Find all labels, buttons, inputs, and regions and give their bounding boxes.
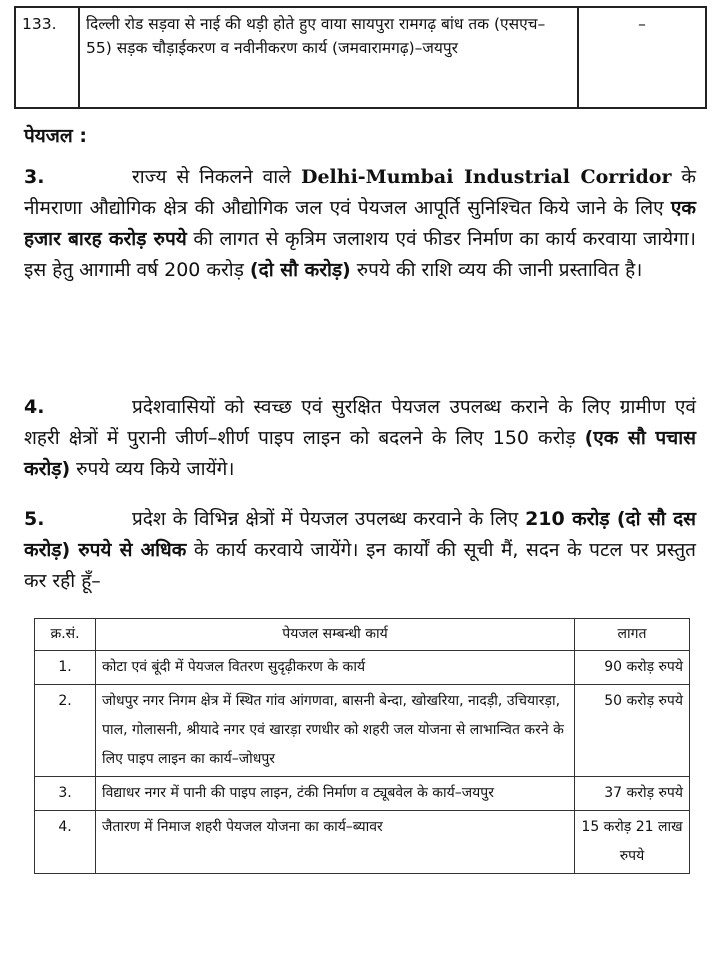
row-serial: 1. (35, 651, 96, 685)
row-cost: 37 करोड़ रुपये (575, 777, 690, 811)
table-row (15, 7, 706, 108)
paragraph-text: प्रदेशवासियों को स्वच्छ एवं सुरक्षित पेयजल उपलब्ध कराने के लिए ग्रामीण एवं शहरी क्षेत्रों में पुरानी जीर्ण–शीर्ण पाइप लाइन को बदलने के लिए 150 करोड़ (24, 396, 696, 449)
row-serial: 4. (35, 811, 96, 874)
table-row (35, 777, 690, 811)
row-work-description: दिल्ली रोड सड़वा से नाई की थड़ी होते हुए वाया सायपुरा रामगढ़ बांध तक (एसएच–55) सड़क चौड़ाईकरण व नवीनीकरण कार्य (जमवारामगढ़)–जयपुर (79, 7, 578, 108)
row-cost: – (578, 7, 706, 108)
emphasis-amount: (दो सौ करोड़) (249, 259, 351, 281)
paragraph-3 (24, 162, 696, 286)
paragraph-4 (24, 392, 696, 485)
table-row (35, 651, 690, 685)
continued-works-table (14, 6, 707, 109)
paragraph-text: रुपये की राशि व्यय की जानी प्रस्तावित है। (350, 259, 643, 281)
emphasis-amount: एक हजार बारह करोड़ रुपये (24, 197, 696, 250)
row-serial: 2. (35, 685, 96, 777)
header-work: पेयजल सम्बन्धी कार्य (96, 619, 575, 651)
paragraph-5 (24, 504, 696, 597)
row-work: विद्याधर नगर में पानी की पाइप लाइन, टंकी निर्माण व ट्यूबवेल के कार्य–जयपुर (96, 777, 575, 811)
header-cost: लागत (575, 619, 690, 651)
row-work: जैतारण में निमाज शहरी पेयजल योजना का कार्य–ब्यावर (96, 811, 575, 874)
paragraph-number: 5. (24, 508, 45, 530)
corridor-name: Delhi-Mumbai Industrial Corridor (300, 166, 672, 188)
paragraph-text: प्रदेश के विभिन्न क्षेत्रों में पेयजल उपलब्ध करवाने के लिए (132, 508, 526, 530)
paragraph-text: के कार्य करवाये जायेंगे। इन कार्यों की सूची मैं, सदन के पटल पर प्रस्तुत कर रही हूँ– (24, 539, 696, 592)
paragraph-text: रुपये व्यय किये जायेंगे। (70, 458, 235, 480)
header-serial: क्र.सं. (35, 619, 96, 651)
table-row (35, 685, 690, 777)
row-number: 133. (15, 7, 79, 108)
emphasis-amount: 210 करोड़ (दो सौ दस करोड़) रुपये से अधिक (24, 508, 696, 561)
section-heading: पेयजल : (24, 125, 88, 147)
drinking-water-works-table (34, 618, 690, 874)
row-work: कोटा एवं बूंदी में पेयजल वितरण सुदृढ़ीकरण के कार्य (96, 651, 575, 685)
paragraph-text: राज्य से निकलने वाले (132, 166, 301, 188)
table-header-row (35, 619, 690, 651)
paragraph-number: 3. (24, 166, 45, 188)
paragraph-number: 4. (24, 396, 45, 418)
paragraph-text: की लागत से कृत्रिम जलाशय एवं फीडर निर्माण का कार्य करवाया जायेगा। इस हेतु आगामी वर्ष 200 करोड़ (24, 228, 697, 281)
row-serial: 3. (35, 777, 96, 811)
row-cost: 90 करोड़ रुपये (575, 651, 690, 685)
paragraph-text: के नीमराणा औद्योगिक क्षेत्र की औद्योगिक जल एवं पेयजल आपूर्ति सुनिश्चित किये जाने के लिए (24, 166, 696, 219)
row-work: जोधपुर नगर निगम क्षेत्र में स्थित गांव आंगणवा, बासनी बेन्दा, खोखरिया, नादड़ी, उचियारड़ा, पाल, गोलासनी, श्रीयादे नगर एवं खारड़ा रणधीर को शहरी जल योजना से लाभान्वित करने के लिए पाइप लाइन का कार्य–जोधपुर (96, 685, 575, 777)
emphasis-amount: (एक सौ पचास करोड़) (24, 427, 696, 480)
row-cost: 15 करोड़ 21 लाख रुपये (575, 811, 690, 874)
table-row (35, 811, 690, 874)
row-cost: 50 करोड़ रुपये (575, 685, 690, 777)
